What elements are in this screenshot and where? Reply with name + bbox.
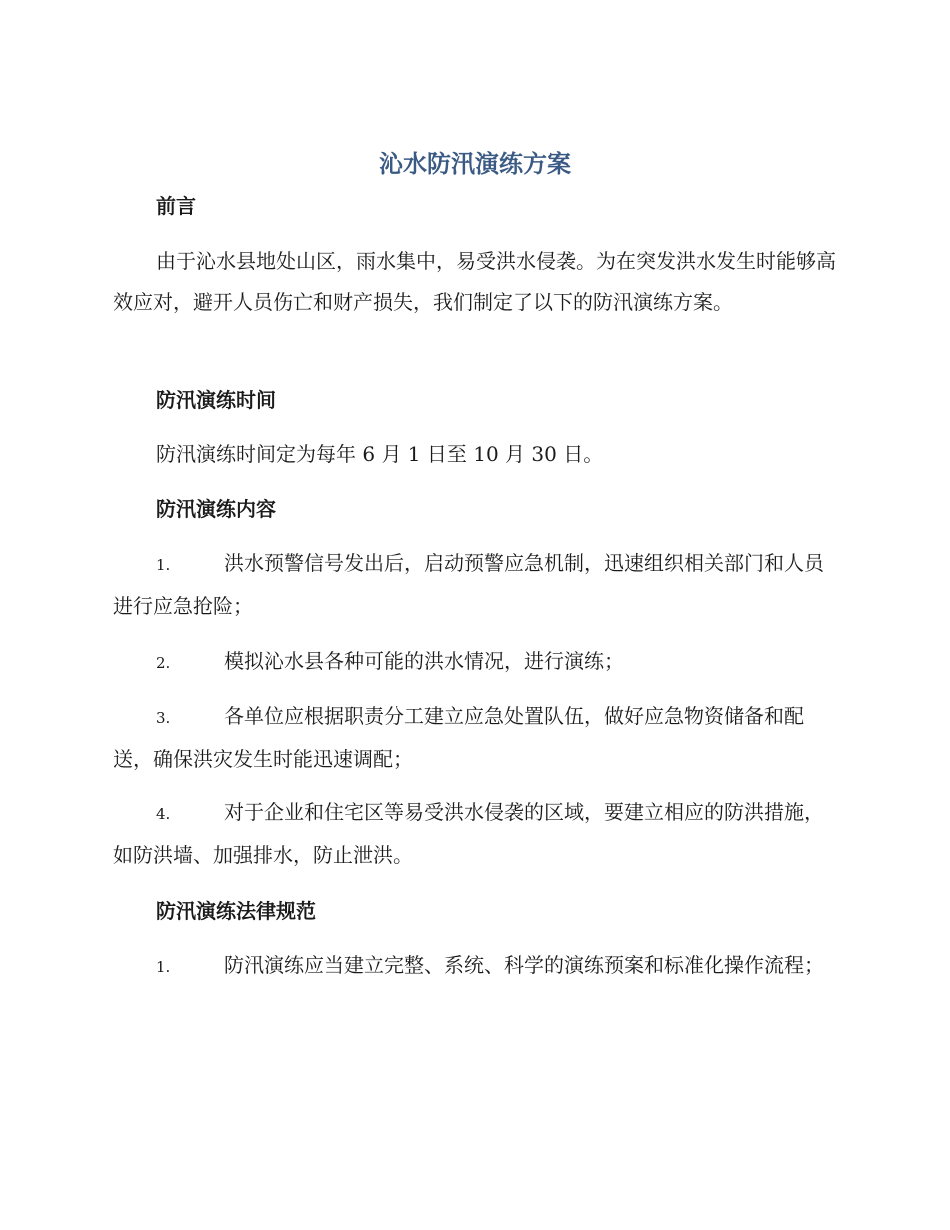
list-item-number: 1. — [156, 556, 171, 574]
section-heading-drill-time: 防汛演练时间 — [156, 388, 276, 412]
section-heading-legal-norms: 防汛演练法律规范 — [156, 899, 316, 923]
list-item — [113, 641, 838, 684]
list-item-number: 2. — [156, 654, 171, 672]
document-title: 沁水防汛演练方案 — [379, 150, 571, 178]
drill-time-paragraph: 防汛演练时间定为每年 6 月 1 日至 10 月 30 日。 — [156, 442, 604, 466]
section-heading-preface: 前言 — [156, 194, 196, 218]
list-item-number: 3. — [156, 709, 171, 727]
list-item-number: 4. — [156, 805, 171, 823]
list-item — [113, 792, 838, 876]
list-item-text: 洪水预警信号发出后，启动预警应急机制，迅速组织相关部门和人员进行应急抢险； — [113, 551, 824, 618]
list-item-text: 防汛演练应当建立完整、系统、科学的演练预案和标准化操作流程； — [224, 953, 824, 977]
list-item — [113, 696, 838, 780]
section-heading-drill-content: 防汛演练内容 — [156, 497, 276, 521]
list-item-text: 模拟沁水县各种可能的洪水情况，进行演练； — [224, 649, 624, 673]
preface-paragraph: 由于沁水县地处山区，雨水集中，易受洪水侵袭。为在突发洪水发生时能够高效应对，避开人员伤亡和财产损失，我们制定了以下的防汛演练方案。 — [113, 249, 836, 314]
list-item-text: 各单位应根据职责分工建立应急处置队伍，做好应急物资储备和配送，确保洪灾发生时能迅速调配； — [113, 704, 804, 771]
list-item — [113, 543, 838, 627]
list-item-number: 1. — [156, 958, 171, 976]
list-item-text: 对于企业和住宅区等易受洪水侵袭的区域，要建立相应的防洪措施，如防洪墙、加强排水，防止泄洪。 — [113, 800, 824, 867]
list-item — [113, 945, 838, 988]
